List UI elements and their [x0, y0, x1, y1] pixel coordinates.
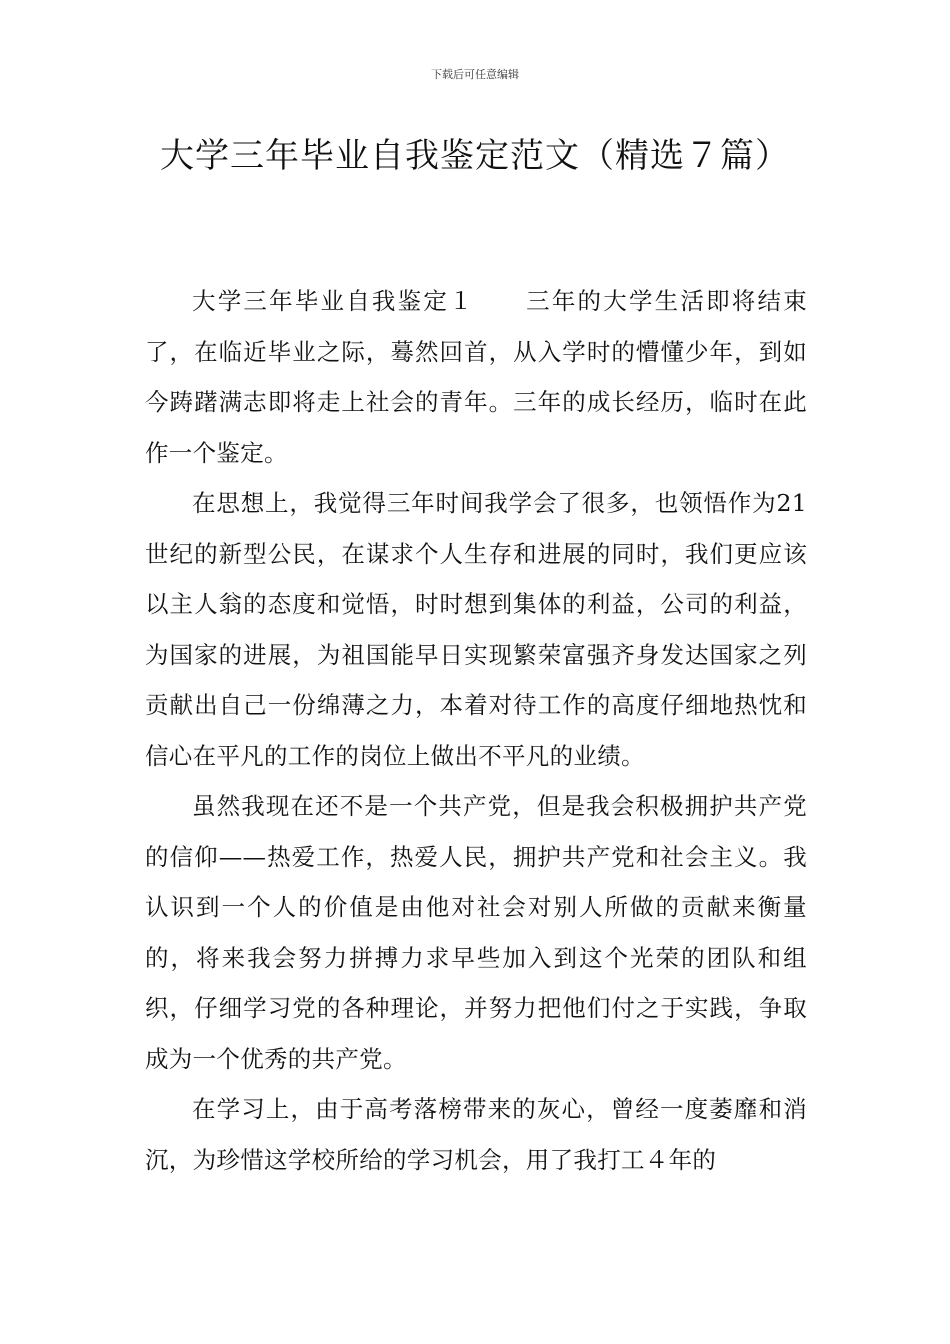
document-title: 大学三年毕业自我鉴定范文（精选７篇）: [160, 136, 790, 176]
paragraph-4: 在学习上，由于高考落榜带来的灰心，曾经一度萎靡和消沉，为珍惜这学校所给的学习机会，用了我打工４年的: [145, 1095, 807, 1174]
document-body: [145, 276, 807, 1185]
paragraph-3: 虽然我现在还不是一个共产党，但是我会积极拥护共产党的信仰——热爱工作，热爱人民，拥护共产党和社会主义。我认识到一个人的价值是由他对社会对别人所做的贡献来衡量的，将来我会努力拼搏力求早些加入到这个光荣的团队和组织，仔细学习党的各种理论，并努力把他们付之于实践，争取成为一个优秀的共产党。: [145, 792, 807, 1073]
paragraph-1: 大学三年毕业自我鉴定１ 三年的大学生活即将结束了，在临近毕业之际，蓦然回首，从入学时的懵懂少年，到如今踌躇满志即将走上社会的青年。三年的成长经历，临时在此作一个鉴定。: [145, 287, 807, 467]
header-note: 下载后可任意编辑: [431, 68, 519, 81]
paragraph-2: 在思想上，我觉得三年时间我学会了很多，也领悟作为21世纪的新型公民，在谋求个人生存和进展的同时，我们更应该以主人翁的态度和觉悟，时时想到集体的利益，公司的利益，为国家的进展，为祖国能早日实现繁荣富强齐身发达国家之列贡献出自己一份绵薄之力，本着对待工作的高度仔细地热忱和信心在平凡的工作的岗位上做出不平凡的业绩。: [145, 489, 807, 770]
